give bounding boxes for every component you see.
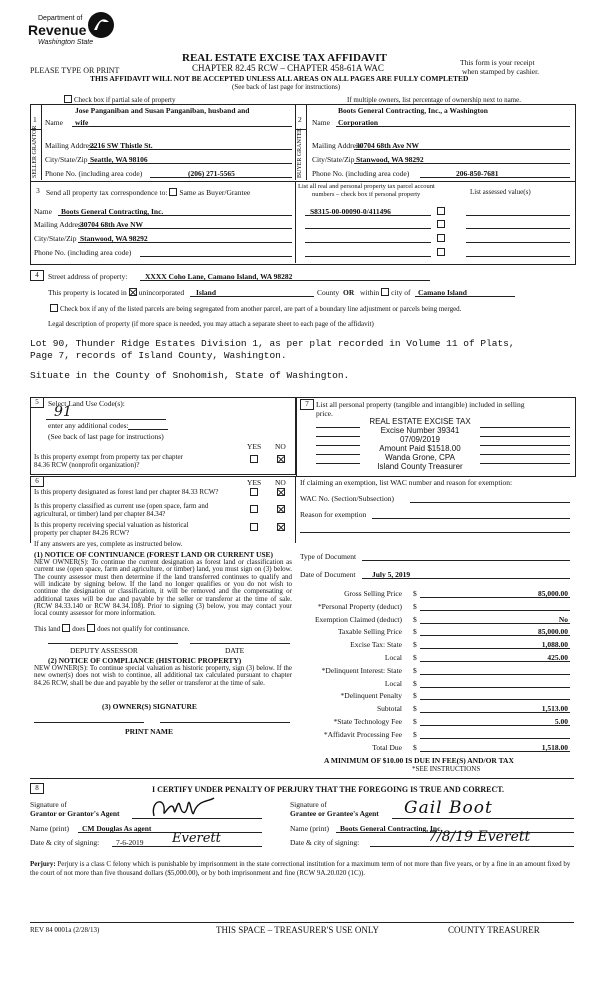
fee-row-label: Gross Selling Price [344, 589, 402, 598]
grantee-name-label: Name (print) [290, 824, 329, 833]
grantor-sig-label-1: Signature of [30, 800, 67, 809]
seller-phone-label: Phone No. (including area code) [45, 169, 143, 178]
date-label: DATE [225, 646, 245, 655]
fee-row-dollar: $ [413, 615, 417, 624]
fee-row-dollar: $ [413, 666, 417, 675]
section-7-number: 7 [300, 399, 314, 410]
grantee-name: Boots General Contracting, Inc. [340, 824, 443, 833]
fee-row-dollar: $ [413, 691, 417, 700]
buyer-phone: 206-850-7681 [456, 169, 499, 178]
parcel-number-1: S8315-00-00090-0/411496 [310, 207, 391, 216]
fee-row-value: 1,513.00 [541, 704, 568, 713]
reason-exemption-label: Reason for exemption [300, 510, 367, 519]
receipt-note-2: when stamped by cashier. [462, 67, 540, 76]
exempt-q2: 84.36 RCW (nonprofit organization)? [34, 461, 140, 469]
does-checkbox[interactable] [62, 624, 70, 632]
same-as-buyer-label: Same as Buyer/Grantee [179, 188, 251, 197]
see-instructions-note: *SEE INSTRUCTIONS [412, 765, 481, 773]
buyer-name-line1: Boots General Contracting, Inc., a Washington [338, 106, 488, 115]
fee-row-dollar: $ [413, 730, 417, 739]
grantee-date-label: Date & city of signing: [290, 838, 360, 847]
fee-row-label: *State Technology Fee [333, 717, 402, 726]
street-label: Street address of property: [48, 272, 128, 281]
fee-row-value: 85,000.00 [538, 627, 568, 636]
seller-phone: (206) 271-5565 [188, 169, 235, 178]
grantor-name: CM Douglas As agent [82, 824, 152, 833]
grantee-signature: Gail Boot [404, 798, 493, 818]
logo-state: Washington State [38, 39, 94, 46]
section-4-number: 4 [30, 270, 44, 281]
current-use-yes-checkbox[interactable] [250, 505, 258, 513]
fee-row-label: Local [384, 653, 402, 662]
notice-continuance-heading: (1) NOTICE OF CONTINUANCE (FOREST LAND OR CURRENT USE) [34, 550, 274, 559]
perjury-text: Perjury is a class C felony which is punishable by imprisonment in the state correctional institution for a maximum term of not more than five years, or by a fine in an amount fixed by the court of not more than five thousand dollars ($5,000.00), or by both imprisonment and fine (RCW 9A.20.020 (1C)). [30, 860, 571, 877]
within-row [360, 288, 411, 297]
receipt-note-1: This form is your receipt [460, 58, 535, 67]
section-3-number: 3 [36, 187, 40, 195]
county-value: Island [196, 288, 217, 297]
stamp-line-1: REAL ESTATE EXCISE TAX [369, 417, 471, 426]
corr-city-label: City/State/Zip [34, 234, 77, 243]
revenue-logo-icon [86, 10, 116, 40]
print-name-label: PRINT NAME [125, 727, 173, 736]
grantee-sig-label-1: Signature of [290, 800, 327, 809]
buyer-side-label: BUYER GRANTEE [297, 128, 303, 178]
grantor-sig-label-2: Grantor or Grantor's Agent [30, 809, 120, 818]
corr-city: Stanwood, WA 98292 [80, 234, 148, 243]
fee-row-value: 425.00 [547, 653, 568, 662]
corr-mail-label: Mailing Address [34, 220, 84, 229]
treasurer-use-only: THIS SPACE – TREASURER'S USE ONLY [216, 925, 380, 935]
fee-row-value: 1,518.00 [541, 743, 568, 752]
exempt-q1: Is this property exempt from property tax per chapter [34, 453, 183, 461]
section-8-number: 8 [30, 783, 44, 794]
certify-statement: I CERTIFY UNDER PENALTY OF PERJURY THAT THE FOREGOING IS TRUE AND CORRECT. [152, 785, 505, 794]
date-document-value: July 5, 2019 [372, 570, 411, 579]
seller-mail-label: Mailing Address [45, 141, 95, 150]
personal-property-checkbox-4[interactable] [437, 248, 445, 256]
form-revision: REV 84 0001a (2/28/13) [30, 926, 100, 934]
buyer-city: Stanwood, WA 98292 [356, 155, 424, 164]
seller-mail: 2216 SW Thistle St. [90, 141, 153, 150]
stamp-line-2: Excise Number 39341 [380, 426, 460, 435]
legal-line-3: Situate in the County of Snohomish, State of Washington. [30, 370, 350, 381]
fee-row-label: *Affidavit Processing Fee [323, 730, 402, 739]
yes-header-6: YES [247, 478, 262, 487]
buyer-name-label: Name [312, 118, 330, 127]
forest-no-checkbox[interactable] [277, 488, 285, 496]
treasurer-stamp [360, 417, 480, 471]
type-document-label: Type of Document [300, 552, 357, 561]
city-of-label: city of [391, 288, 411, 297]
section-5-number: 5 [30, 397, 44, 408]
fee-row-dollar: $ [413, 717, 417, 726]
perjury-heading: Perjury: [30, 860, 56, 868]
this-land-label: This land [34, 625, 61, 633]
partial-sale-checkbox[interactable] [64, 95, 72, 103]
personal-property-checkbox-1[interactable] [437, 207, 445, 215]
date-document-label: Date of Document [300, 570, 356, 579]
grantor-city: Everett [172, 831, 221, 846]
fee-row-value: No [558, 615, 568, 624]
seller-name-line2: wife [75, 118, 89, 127]
current-use-no-checkbox[interactable] [277, 505, 285, 513]
land-use-code: 91 [54, 404, 72, 420]
if-any-yes: If any answers are yes, complete as instructed below. [34, 540, 183, 548]
located-row [48, 288, 184, 297]
corr-name-label: Name [34, 207, 52, 216]
please-type: PLEASE TYPE OR PRINT [30, 66, 120, 75]
fee-row-label: Taxable Selling Price [337, 627, 402, 636]
segregated-checkbox[interactable] [50, 304, 58, 312]
personal-property-checkbox-2[interactable] [437, 220, 445, 228]
county-treasurer-label: COUNTY TREASURER [448, 925, 540, 935]
personal-property-checkbox-3[interactable] [437, 234, 445, 242]
fee-row-dollar: $ [413, 589, 417, 598]
fee-row-dollar: $ [413, 704, 417, 713]
grantor-date-label: Date & city of signing: [30, 838, 100, 847]
fee-row-label: Total Due [372, 743, 402, 752]
special-val-no-checkbox[interactable] [277, 523, 285, 531]
corr-phone-label: Phone No. (including area code) [34, 248, 132, 257]
wac-number-label: WAC No. (Section/Subsection) [300, 494, 394, 503]
assessed-header: List assessed value(s) [470, 188, 531, 196]
exempt-no-checkbox[interactable] [277, 455, 285, 463]
segregated-label: Check box if any of the listed parcels are being segregated from another parcel, are part of a boundary line adjustment or parcels being merged. [60, 305, 462, 313]
yes-header-5: YES [247, 442, 262, 451]
see-back: (See back of last page for instructions) [232, 83, 341, 91]
corr-name: Boots General Contracting, Inc. [61, 207, 164, 216]
logo-revenue: Revenue [28, 22, 87, 38]
section-6-number: 6 [30, 476, 44, 487]
fee-row-label: Exemption Claimed (deduct) [314, 615, 402, 624]
unincorporated-checkbox[interactable] [129, 288, 137, 296]
fee-row-dollar: $ [413, 640, 417, 649]
logo [28, 10, 118, 50]
multiple-owners-note: If multiple owners, list percentage of ownership next to name. [347, 96, 521, 104]
seller-side-label: SELLER GRANTOR [32, 125, 38, 178]
legal-label: Legal description of property (if more space is needed, you may attach a separate sheet to each page of the affidavit) [48, 320, 374, 328]
seller-name-label: Name [45, 118, 63, 127]
notice-continuance-body: NEW OWNER(S): To continue the current designation as forest land or classification as current use (open space, farm and agriculture, or timber) land, you must sign on (3) below. The county assessor must then determine if the land transferred continues to qualify and will indicate by signing below. If the land no longer qualifies or you do not wish to continue the designation or classification, it will be removed and the compensating or additional taxes will be due and payable by the seller or transferor at the time of sale. (RCW 84.33.140 or RCW 84.34.108). Prior to signing (3) below, you may contact your local county assessor for more information. [34, 558, 292, 618]
fee-row-dollar: $ [413, 627, 417, 636]
stamp-line-5: Wanda Grone, CPA [385, 453, 455, 462]
special-val-q1: Is this property receiving special valuation as historical [34, 521, 189, 529]
send-correspondence-label: Send all property tax correspondence to: [46, 188, 168, 197]
land-use-label: Select Land Use Code(s): [48, 399, 125, 408]
buyer-city-label: City/State/Zip [312, 155, 355, 164]
located-label: This property is located in [48, 288, 127, 297]
buyer-mail: 30704 68th Ave NW [356, 141, 419, 150]
no-header-6: NO [275, 478, 286, 487]
does-not-checkbox[interactable] [87, 624, 95, 632]
additional-codes-label: enter any additional codes: [48, 421, 129, 430]
buyer-name-line2: Corporation [338, 118, 378, 127]
fee-row-label: Excise Tax: State [350, 640, 402, 649]
forest-yes-checkbox[interactable] [250, 488, 258, 496]
fee-row-dollar: $ [413, 679, 417, 688]
notice-compliance-body: NEW OWNER(S): To continue special valuation as historic property, sign (3) below. If the new owner(s) does not wish to continue, all additional tax calculated pursuant to chapter 84.26 RCW, shall be due and payable by the seller or transferor at the time of sale. [34, 664, 292, 687]
this-land-row [34, 624, 189, 633]
fee-row-dollar: $ [413, 743, 417, 752]
grantee-date-city: 7/8/19 Everett [428, 829, 531, 845]
fee-row-label: *Personal Property (deduct) [317, 602, 402, 611]
stamp-line-3: 07/09/2019 [399, 435, 441, 444]
or-label: OR [343, 288, 355, 297]
seller-city-label: City/State/Zip [45, 155, 88, 164]
personal-property-label-2: price. [316, 409, 333, 418]
partial-sale-row [62, 95, 175, 104]
county-label: County [317, 288, 340, 297]
does-label: does [72, 625, 86, 633]
deputy-assessor-label: DEPUTY ASSESSOR [70, 646, 138, 655]
special-val-yes-checkbox[interactable] [250, 523, 258, 531]
grantor-name-label: Name (print) [30, 824, 69, 833]
does-not-label: does not qualify for continuance. [97, 625, 190, 633]
parcel-header-2: numbers – check box if personal property [312, 191, 421, 198]
seller-name-line1: Jose Panganiban and Susan Panganiban, husband and [75, 106, 250, 115]
exempt-yes-checkbox[interactable] [250, 455, 258, 463]
minimum-due-note: A MINIMUM OF $10.00 IS DUE IN FEE(S) AND/OR TAX [324, 756, 514, 765]
personal-property-label-1: List all personal property (tangible and intangible) included in selling [316, 400, 525, 409]
city-checkbox[interactable] [381, 288, 389, 296]
same-as-buyer-checkbox[interactable] [169, 188, 177, 196]
perjury-statement [30, 860, 574, 878]
special-val-q2: property per chapter 84.26 RCW? [34, 529, 130, 537]
fee-row-label: *Delinquent Interest: State [321, 666, 402, 675]
street-address: XXXX Coho Lane, Camano Island, WA 98282 [145, 272, 293, 281]
section-1-number: 1 [33, 115, 37, 124]
fee-row-value: 1,088.00 [541, 640, 568, 649]
fee-row-dollar: $ [413, 653, 417, 662]
send-correspondence [46, 188, 250, 197]
partial-sale-label: Check box if partial sale of property [74, 96, 176, 104]
wac-exemption-label: If claiming an exemption, list WAC number and reason for exemption: [300, 478, 513, 487]
within-label: within [360, 288, 380, 297]
forest-q: Is this property designated as forest land per chapter 84.33 RCW? [34, 488, 219, 496]
see-back-instructions: (See back of last page for instructions) [48, 432, 164, 441]
parcel-header-1: List all real and personal property tax parcel account [298, 183, 435, 190]
buyer-phone-label: Phone No. (including area code) [312, 169, 410, 178]
legal-line-1: Lot 90, Thunder Ridge Estates Division 1, as per plat recorded in Volume 11 of Plats, [30, 338, 515, 349]
section-2-number: 2 [298, 115, 302, 124]
fee-row-label: Local [384, 679, 402, 688]
current-use-q2: agricultural, or timber) land per chapter 84.34? [34, 510, 166, 518]
fee-row-value: 85,000.00 [538, 589, 568, 598]
seller-city: Seattle, WA 98106 [90, 155, 148, 164]
notice-compliance-heading: (2) NOTICE OF COMPLIANCE (HISTORIC PROPERTY) [48, 656, 242, 665]
fee-row-value: 5.00 [554, 717, 568, 726]
form-chapter: CHAPTER 82.45 RCW – CHAPTER 458-61A WAC [192, 63, 384, 73]
fee-row-label: Subtotal [376, 704, 402, 713]
grantee-sig-label-2: Grantee or Grantee's Agent [290, 809, 379, 818]
corr-mail: 30704 68th Ave NW [80, 220, 143, 229]
current-use-q1: Is this property classified as current use (open space, farm and [34, 502, 209, 510]
form-title: REAL ESTATE EXCISE TAX AFFIDAVIT [182, 52, 387, 64]
segregated-row [48, 304, 461, 313]
fee-row-label: *Delinquent Penalty [340, 691, 402, 700]
notice-line: THIS AFFIDAVIT WILL NOT BE ACCEPTED UNLESS ALL AREAS ON ALL PAGES ARE FULLY COMPLETED [90, 74, 469, 83]
city-value: Camano Island [418, 288, 467, 297]
stamp-line-4: Amount Paid $1518.00 [379, 444, 461, 453]
owner-signature-heading: (3) OWNER(S) SIGNATURE [102, 702, 197, 711]
legal-line-2: Page 7, records of Island County, Washington. [30, 350, 287, 361]
unincorporated-label: unincorporated [138, 288, 185, 297]
no-header-5: NO [275, 442, 286, 451]
fee-row-dollar: $ [413, 602, 417, 611]
logo-dept: Department of [38, 15, 83, 22]
grantor-date: 7-6-2019 [116, 838, 144, 847]
buyer-mail-label: Mailing Address [312, 141, 362, 150]
stamp-line-6: Island County Treasurer [377, 462, 463, 471]
